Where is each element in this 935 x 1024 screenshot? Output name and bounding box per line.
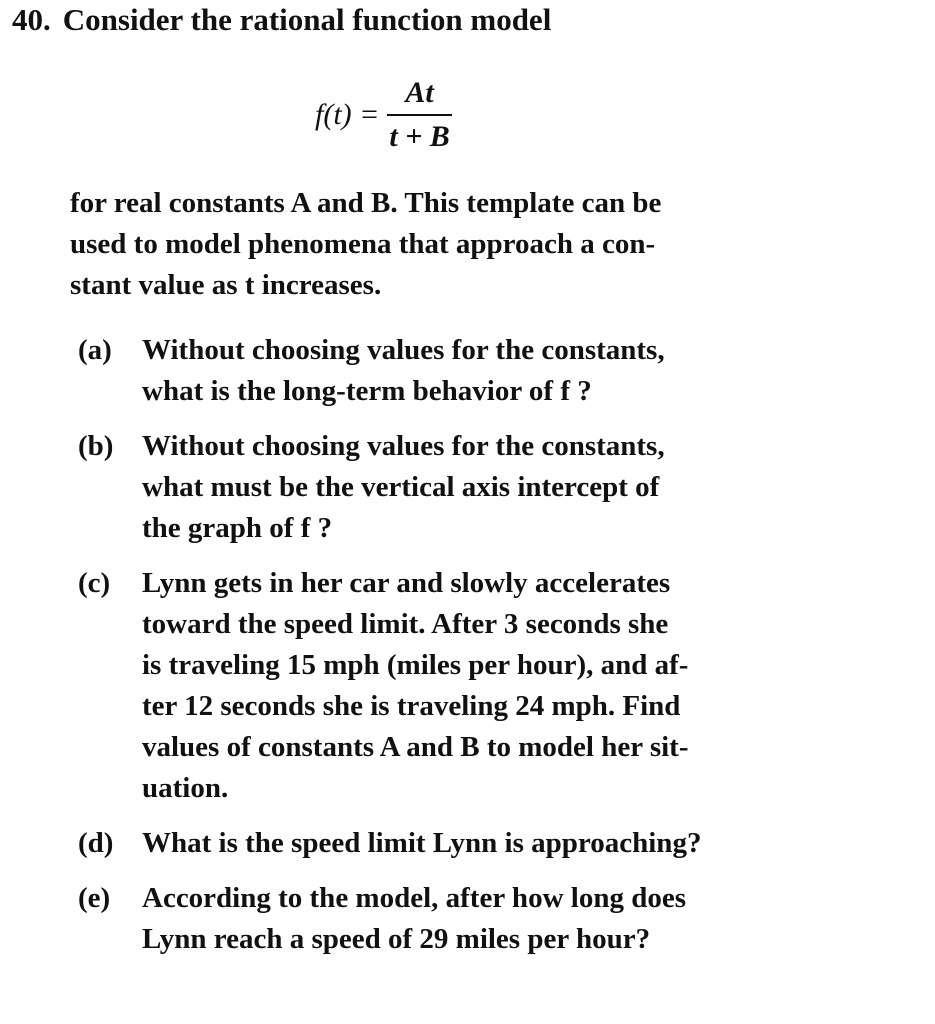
part-label: (e) <box>78 882 111 914</box>
part-line: What is the speed limit Lynn is approaching? <box>142 827 702 859</box>
problem-title: Consider the rational function model <box>62 2 552 37</box>
part-d <box>78 823 778 864</box>
part-line: Lynn gets in her car and slowly accelerates <box>142 567 671 599</box>
part-text <box>142 563 778 809</box>
part-e <box>78 878 778 960</box>
problem-number: 40. <box>12 2 51 37</box>
part-line: ter 12 seconds she is traveling 24 mph. Find <box>142 690 681 722</box>
formula-lhs: f(t) = <box>315 98 380 131</box>
part-line: what must be the vertical axis intercept of <box>142 471 660 503</box>
part-line: Without choosing values for the constants, <box>142 334 665 366</box>
intro-line: stant value as t increases. <box>70 269 382 301</box>
part-line: is traveling 15 mph (miles per hour), and af- <box>142 649 689 681</box>
part-line: the graph of f ? <box>142 512 333 544</box>
problem-parts <box>78 330 778 960</box>
part-line: Without choosing values for the constants, <box>142 430 665 462</box>
part-label: (b) <box>78 430 114 462</box>
formula-fraction <box>387 76 451 154</box>
part-line: what is the long-term behavior of f ? <box>142 375 592 407</box>
problem-heading <box>12 2 551 38</box>
part-text <box>142 330 778 412</box>
formula-denominator: t + B <box>389 120 450 153</box>
part-line: Lynn reach a speed of 29 miles per hour? <box>142 923 651 955</box>
part-c <box>78 563 778 809</box>
part-label: (c) <box>78 567 111 599</box>
part-a <box>78 330 778 412</box>
intro-line: for real constants A and B. This template can be <box>70 187 662 219</box>
part-line: uation. <box>142 772 229 804</box>
part-line: values of constants A and B to model her sit- <box>142 731 689 763</box>
part-b <box>78 426 778 549</box>
intro-line: used to model phenomena that approach a con- <box>70 228 656 260</box>
part-label: (a) <box>78 334 112 366</box>
formula-numerator: At <box>387 76 451 116</box>
part-line: toward the speed limit. After 3 seconds she <box>142 608 669 640</box>
part-text <box>142 878 778 960</box>
part-line: According to the model, after how long does <box>142 882 686 914</box>
part-text <box>142 426 778 549</box>
rational-function-formula <box>315 76 452 154</box>
part-text <box>142 823 778 864</box>
part-label: (d) <box>78 827 114 859</box>
problem-intro <box>70 183 661 306</box>
